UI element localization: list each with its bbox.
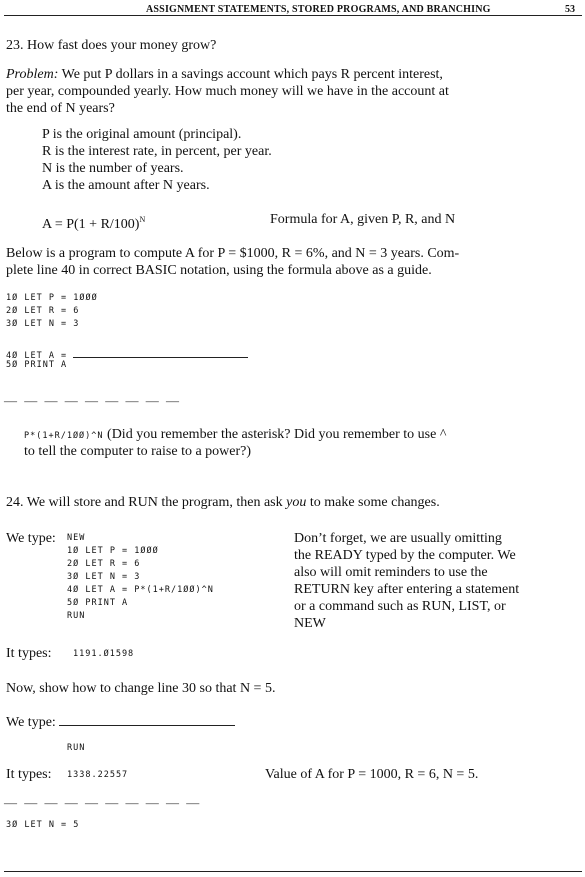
answer-divider-24: — — — — — — — — — — bbox=[4, 795, 202, 810]
program-output-2: 1338.22557 bbox=[67, 770, 129, 780]
typed-line-40: 4Ø LET A = P*(1+R/1ØØ)^N bbox=[67, 585, 214, 595]
typed-line-20: 2Ø LET R = 6 bbox=[67, 559, 141, 569]
output-2-note: Value of A for P = 1000, R = 6, N = 5. bbox=[265, 767, 479, 782]
note-line-3: also will omit reminders to use the bbox=[294, 565, 488, 580]
q23-answer bbox=[24, 426, 446, 443]
definition-n: N is the number of years. bbox=[42, 161, 184, 176]
we-type-label-2 bbox=[6, 714, 235, 731]
page-number: 53 bbox=[565, 4, 575, 15]
q23-problem-line1 bbox=[6, 66, 443, 83]
typed-line-30: 3Ø LET N = 3 bbox=[67, 572, 141, 582]
line40-text: 4Ø LET A = bbox=[6, 351, 68, 361]
typed-line-10: 1Ø LET P = 1ØØØ bbox=[67, 546, 159, 556]
program-intro-line1: Below is a program to compute A for P = $1000, R = 6%, and N = 3 years. Com- bbox=[6, 246, 460, 261]
q24-heading-emphasis: you bbox=[286, 495, 307, 510]
answer-divider-23: — — — — — — — — — bbox=[4, 393, 181, 408]
typed-run: RUN bbox=[67, 611, 86, 621]
q24-answer-code: 3Ø LET N = 5 bbox=[6, 820, 80, 830]
it-types-label: It types: bbox=[6, 646, 52, 661]
change-instruction: Now, show how to change line 30 so that N = 5. bbox=[6, 681, 276, 696]
footer-rule bbox=[4, 871, 582, 872]
q24-heading-post: to make some changes. bbox=[306, 495, 440, 510]
note-line-6: NEW bbox=[294, 616, 326, 631]
typed-new: NEW bbox=[67, 533, 86, 543]
note-line-1: Don’t forget, we are usually omitting bbox=[294, 531, 502, 546]
definition-a: A is the amount after N years. bbox=[42, 178, 210, 193]
run-command: RUN bbox=[67, 743, 86, 753]
note-line-5: or a command such as RUN, LIST, or bbox=[294, 599, 506, 614]
q23-answer-text: (Did you remember the asterisk? Did you remember to use ^ bbox=[103, 427, 447, 442]
formula-exponent: N bbox=[139, 215, 146, 224]
typed-line-50: 5Ø PRINT A bbox=[67, 598, 129, 608]
note-line-2: the READY typed by the computer. We bbox=[294, 548, 516, 563]
q23-answer-line2: to tell the computer to raise to a power?) bbox=[24, 444, 252, 459]
program-line-40 bbox=[6, 347, 248, 361]
program-intro-line2: plete line 40 in correct BASIC notation, using the formula above as a guide. bbox=[6, 263, 432, 278]
definition-r: R is the interest rate, in percent, per year. bbox=[42, 144, 272, 159]
answer-blank-24 bbox=[59, 715, 235, 726]
formula-main: A = P(1 + R/100) bbox=[42, 217, 140, 232]
q23-heading: 23. How fast does your money grow? bbox=[6, 38, 217, 53]
line40-answer-blank bbox=[73, 347, 248, 358]
q23-problem-line3: the end of N years? bbox=[6, 101, 115, 116]
program-line-10: 1Ø LET P = 1ØØØ bbox=[6, 293, 98, 303]
we-type-label-text: We type: bbox=[6, 715, 56, 730]
q23-problem-line2: per year, compounded yearly. How much money will we have in the account at bbox=[6, 84, 449, 99]
q24-heading-pre: 24. We will store and RUN the program, then ask bbox=[6, 495, 287, 510]
program-line-50: 5Ø PRINT A bbox=[6, 360, 68, 370]
program-line-20: 2Ø LET R = 6 bbox=[6, 306, 80, 316]
formula-note: Formula for A, given P, R, and N bbox=[270, 212, 456, 227]
q24-heading bbox=[6, 494, 440, 511]
it-types-label-2: It types: bbox=[6, 767, 52, 782]
we-type-label: We type: bbox=[6, 531, 56, 546]
definition-p: P is the original amount (principal). bbox=[42, 127, 242, 142]
header-rule bbox=[4, 15, 582, 16]
q23-answer-code: P*(1+R/1ØØ)^N bbox=[24, 431, 104, 441]
problem-label: Problem: bbox=[6, 67, 59, 82]
formula bbox=[42, 211, 145, 233]
program-output-1: 1191.Ø1598 bbox=[73, 649, 135, 659]
note-line-4: RETURN key after entering a statement bbox=[294, 582, 520, 597]
running-title: ASSIGNMENT STATEMENTS, STORED PROGRAMS, AND BRANCHING bbox=[146, 4, 491, 15]
program-line-30: 3Ø LET N = 3 bbox=[6, 319, 80, 329]
problem-text: We put P dollars in a savings account which pays R percent interest, bbox=[58, 67, 443, 82]
